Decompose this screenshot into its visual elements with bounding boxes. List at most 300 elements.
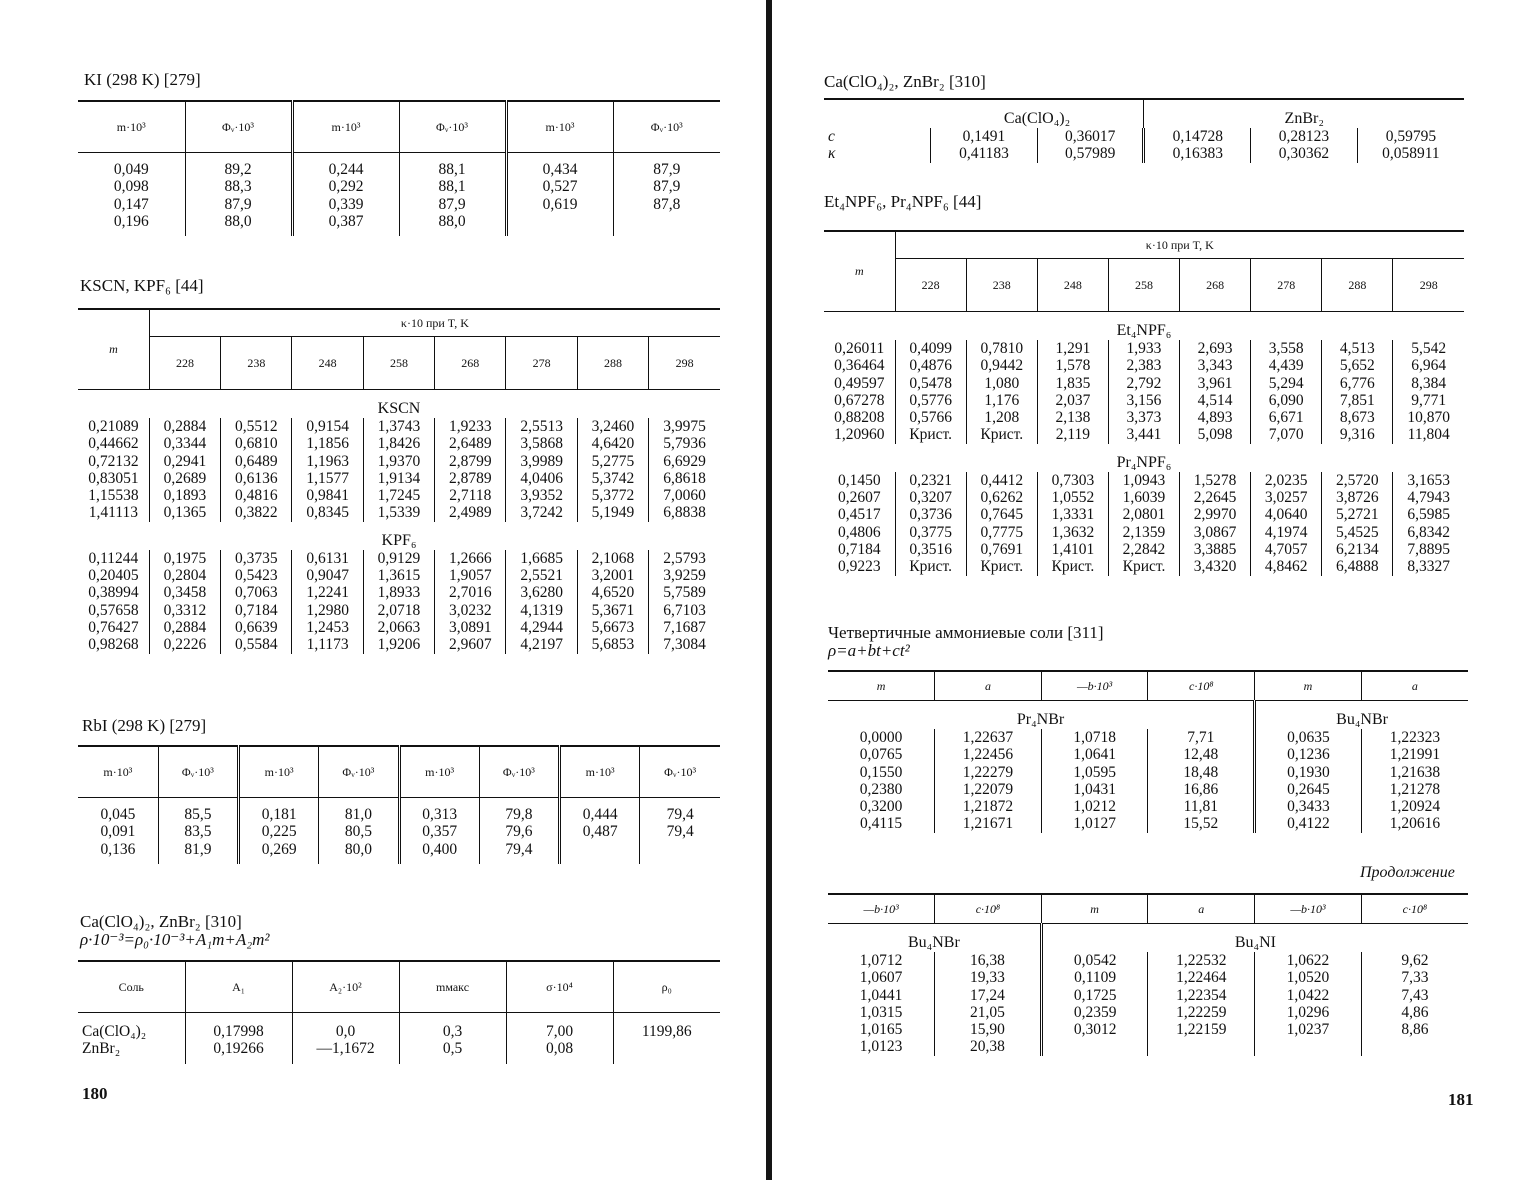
value-column xyxy=(479,798,559,864)
table-body xyxy=(78,1013,720,1064)
table-cell: 0,0635 xyxy=(1255,729,1362,746)
table-row xyxy=(824,128,1464,145)
table-head xyxy=(828,894,1468,924)
table-cell: 87,9 xyxy=(224,195,252,213)
table-cell: 1,176 xyxy=(966,392,1037,409)
table-cell: 0,3775 xyxy=(895,524,966,541)
column-header: m xyxy=(1255,671,1362,701)
table-cell: 0,57658 xyxy=(88,601,139,619)
rbi-table-title: RbI (298 K) [279] xyxy=(82,716,207,735)
table-cell: ZnBr₂ xyxy=(82,1040,121,1058)
column-header: m·10³ xyxy=(103,764,133,779)
table-row xyxy=(824,340,1464,357)
table-cell: 6,5985 xyxy=(1393,506,1464,523)
table-cell: 5,3772 xyxy=(577,487,648,504)
table-cell: 0,3735 xyxy=(221,550,292,567)
table-cell: 0,59795 xyxy=(1357,128,1464,145)
table-cell: 1,21991 xyxy=(1361,746,1468,763)
table-cell: Крист. xyxy=(966,426,1037,443)
table-cell: 0,88208 xyxy=(834,409,885,427)
table-cell: 0,0765 xyxy=(859,746,903,764)
table-cell: 0,244 xyxy=(328,161,364,178)
et4npf6-pr4npf6-table xyxy=(824,230,1464,576)
table-cell: 10,870 xyxy=(1393,409,1464,426)
table-cell: 1,578 xyxy=(1037,357,1108,374)
table-cell: 0,4806 xyxy=(837,523,881,541)
header-row xyxy=(828,671,1468,701)
table-cell: 2,7118 xyxy=(435,487,506,504)
table-cell: 0,38994 xyxy=(88,584,139,602)
table-cell: 2,0663 xyxy=(363,619,434,636)
kscn-kpf6-table xyxy=(78,308,720,654)
table-row xyxy=(78,550,720,567)
table-cell: 80,5 xyxy=(344,823,372,841)
table-row xyxy=(824,145,1464,162)
table-cell: 20,38 xyxy=(935,1038,1042,1055)
table-cell: 2,119 xyxy=(1037,426,1108,443)
table-row xyxy=(824,357,1464,374)
table-cell: 0,2941 xyxy=(149,453,220,470)
table-cell: 0,36464 xyxy=(834,357,885,375)
table-cell: 1,6685 xyxy=(506,550,577,567)
table-cell: 0,1930 xyxy=(1255,764,1362,781)
table-cell: 0,11244 xyxy=(88,549,139,567)
table-cell: 6,2134 xyxy=(1322,541,1393,558)
table-body xyxy=(78,390,720,654)
caclo-conductivity-table xyxy=(824,98,1464,163)
table-cell: Крист. xyxy=(895,558,966,575)
table-cell: 16,38 xyxy=(935,952,1042,969)
table-cell: Ca(ClO₄)₂ xyxy=(82,1023,147,1040)
table-cell: 0,4099 xyxy=(895,340,966,357)
table-row xyxy=(828,764,1468,781)
table-cell: 88,3 xyxy=(224,178,252,196)
table-cell: 0,7184 xyxy=(837,540,881,558)
table-cell: 3,558 xyxy=(1251,340,1322,357)
temperature-header: 278 xyxy=(506,337,577,390)
table-head xyxy=(824,231,1464,312)
table-cell: 1,208 xyxy=(966,409,1037,426)
table-cell: 1,3615 xyxy=(363,567,434,584)
table-cell: 1,1577 xyxy=(292,470,363,487)
table-cell: 4,439 xyxy=(1251,357,1322,374)
table-cell: 6,8838 xyxy=(649,504,720,521)
temperature-header: 248 xyxy=(292,337,363,390)
table-cell: 0,9223 xyxy=(837,558,881,576)
table-cell: 1,291 xyxy=(1037,340,1108,357)
table-cell: 0,1975 xyxy=(149,550,220,567)
column-header: Φᵥ·10³ xyxy=(640,746,720,798)
table-cell: 0,058911 xyxy=(1357,145,1464,162)
table-cell: 1,0237 xyxy=(1255,1021,1362,1038)
caclo-conductivity-title: Ca(ClO₄)₂, ZnBr₂ [310] xyxy=(824,72,986,91)
table-cell: 79,8 xyxy=(505,806,533,823)
table-cell: 0,487 xyxy=(582,823,618,841)
table-cell: 3,1653 xyxy=(1393,472,1464,489)
table-cell: 1,0315 xyxy=(859,1003,903,1021)
table-cell: 0,3822 xyxy=(221,504,292,521)
table-cell: 1,0622 xyxy=(1255,952,1362,969)
table-cell: 0,3200 xyxy=(859,798,903,816)
table-cell: 0,049 xyxy=(113,161,149,178)
table-cell: 1,5278 xyxy=(1180,472,1251,489)
temperature-span-header: κ·10 при T, K xyxy=(895,231,1464,259)
temperature-header: 298 xyxy=(1393,259,1464,312)
table-cell: 0,5 xyxy=(399,1040,506,1063)
table-cell xyxy=(1148,1038,1255,1055)
table-cell: 5,3742 xyxy=(577,470,648,487)
table-cell: 0,045 xyxy=(100,806,136,823)
table-row xyxy=(824,426,1464,443)
book-gutter xyxy=(766,0,772,1180)
table-cell: 12,48 xyxy=(1148,746,1255,763)
column-header: c·10⁸ xyxy=(935,894,1042,924)
table-cell: 1,0127 xyxy=(1041,815,1148,832)
table-cell: 0,83051 xyxy=(88,469,139,487)
column-header: Φᵥ·10³ xyxy=(158,746,238,798)
section-title: Bu₄NBr xyxy=(1255,701,1468,730)
table-cell: 6,671 xyxy=(1251,409,1322,426)
table-cell: 0,1109 xyxy=(1041,969,1148,986)
table-cell: 1,22159 xyxy=(1148,1021,1255,1038)
table-cell: 0,9047 xyxy=(292,567,363,584)
table-cell: 0,9154 xyxy=(292,418,363,435)
table-cell: 1,0123 xyxy=(859,1038,903,1056)
table-cell: 18,48 xyxy=(1148,764,1255,781)
table-cell: 21,05 xyxy=(935,1004,1042,1021)
table-cell: 4,2944 xyxy=(506,619,577,636)
right-page xyxy=(780,0,1537,1180)
table-cell: 1,22259 xyxy=(1148,1004,1255,1021)
table-cell: 0,49597 xyxy=(834,374,885,392)
table-cell xyxy=(1041,1038,1148,1055)
table-row xyxy=(78,153,720,237)
table-cell: 2,2842 xyxy=(1108,541,1179,558)
header-row xyxy=(824,99,1464,128)
table-cell: 2,1068 xyxy=(577,550,648,567)
column-header: —b·10³ xyxy=(863,901,899,916)
table-row xyxy=(828,952,1468,969)
table-cell: 88,1 xyxy=(438,161,466,178)
caclo-density-table xyxy=(78,960,720,1064)
table-cell: 5,542 xyxy=(1393,340,1464,357)
table-row xyxy=(78,567,720,584)
table-row xyxy=(78,470,720,487)
table-cell: 0,6489 xyxy=(221,453,292,470)
section-row xyxy=(78,522,720,550)
table-cell: 7,070 xyxy=(1251,426,1322,443)
table-cell: 0,6639 xyxy=(221,619,292,636)
table-cell: 17,24 xyxy=(935,987,1042,1004)
table-cell: 0,6131 xyxy=(292,550,363,567)
table-cell: 0,339 xyxy=(328,195,364,213)
column-header: m xyxy=(1041,894,1148,924)
table-cell: 0,76427 xyxy=(88,618,139,636)
table-cell: 1,0712 xyxy=(859,952,903,969)
table-cell: 2,9607 xyxy=(435,636,506,653)
table-cell: 1,21278 xyxy=(1361,781,1468,798)
value-column xyxy=(613,153,720,237)
table-cell: 1,22456 xyxy=(935,746,1042,763)
table-cell: 5,6853 xyxy=(577,636,648,653)
temperature-header: 278 xyxy=(1251,259,1322,312)
table-cell: 5,2775 xyxy=(577,453,648,470)
table-cell: 0,30362 xyxy=(1251,145,1358,162)
table-cell: 0,98268 xyxy=(88,636,139,654)
table-cell: 1,080 xyxy=(966,375,1037,392)
table-cell: 1,5339 xyxy=(363,504,434,521)
kscn-table-title: KSCN, KPF₆ [44] xyxy=(80,276,204,295)
table-cell: 8,673 xyxy=(1322,409,1393,426)
table-cell: 3,7242 xyxy=(506,504,577,521)
table-cell: 85,5 xyxy=(184,806,212,823)
table-cell: 0,14728 xyxy=(1144,128,1251,145)
table-row xyxy=(828,815,1468,832)
table-cell: 7,33 xyxy=(1361,969,1468,986)
table-cell: 0,5512 xyxy=(221,418,292,435)
table-cell: 0,1236 xyxy=(1255,746,1362,763)
table-cell: 2,792 xyxy=(1108,375,1179,392)
column-header: m xyxy=(876,678,886,693)
table-cell: 1,22279 xyxy=(935,764,1042,781)
table-cell: 0,4412 xyxy=(966,472,1037,489)
table-cell: 2,6489 xyxy=(435,435,506,452)
table-cell: 0,5776 xyxy=(895,392,966,409)
table-cell: 3,961 xyxy=(1180,375,1251,392)
table-cell: 3,0232 xyxy=(435,602,506,619)
table-cell: 0,3344 xyxy=(149,435,220,452)
table-cell: 0,19266 xyxy=(185,1040,292,1063)
table-row xyxy=(78,504,720,521)
table-cell: 5,7936 xyxy=(649,435,720,452)
table-body xyxy=(78,798,720,864)
table-cell: 5,7589 xyxy=(649,584,720,601)
table-cell: 1,933 xyxy=(1108,340,1179,357)
table-row xyxy=(78,435,720,452)
table-cell: 0,1550 xyxy=(859,763,903,781)
table-cell: 0,08 xyxy=(506,1040,613,1063)
page-number-left: 180 xyxy=(82,1084,108,1103)
table-cell: 5,294 xyxy=(1251,375,1322,392)
table-cell: 0,357 xyxy=(422,823,458,841)
table-cell: 80,0 xyxy=(344,840,372,858)
temperature-span-header: κ·10 при T, K xyxy=(149,309,720,337)
table-cell: 1,0595 xyxy=(1041,764,1148,781)
header-row xyxy=(78,961,720,1013)
table-cell: 2,2645 xyxy=(1180,489,1251,506)
table-body xyxy=(828,924,1468,1056)
section-title: KSCN xyxy=(377,400,421,417)
header-row xyxy=(78,337,720,390)
column-header: c·10⁸ xyxy=(1361,894,1468,924)
table-cell: 0,57989 xyxy=(1037,145,1144,162)
table-cell: 1,0943 xyxy=(1108,472,1179,489)
table-cell: 2,138 xyxy=(1037,409,1108,426)
table-cell: 0,2884 xyxy=(149,619,220,636)
table-cell: 8,86 xyxy=(1361,1021,1468,1038)
table-cell: 2,0235 xyxy=(1251,472,1322,489)
table-cell: 0,9841 xyxy=(292,487,363,504)
table-cell: 1,2241 xyxy=(292,584,363,601)
table-cell: 1,22323 xyxy=(1361,729,1468,746)
table-cell: 0,0 xyxy=(292,1013,399,1041)
table-cell: 1,0552 xyxy=(1037,489,1108,506)
table-cell: 0,2359 xyxy=(1041,1004,1148,1021)
table-body xyxy=(824,312,1464,576)
table-cell: 1,15538 xyxy=(88,487,139,505)
table-row xyxy=(828,1021,1468,1038)
table-cell: 2,383 xyxy=(1108,357,1179,374)
table-cell: 9,771 xyxy=(1393,392,1464,409)
table-cell: 4,514 xyxy=(1180,392,1251,409)
table-cell: 3,3885 xyxy=(1180,541,1251,558)
table-row xyxy=(78,602,720,619)
table-cell: 0,3312 xyxy=(149,602,220,619)
table-cell: 0,387 xyxy=(328,212,364,230)
table-cell: 3,441 xyxy=(1108,426,1179,443)
table-cell: 1,0296 xyxy=(1255,1004,1362,1021)
quat-formula: ρ=a+bt+ct² xyxy=(828,641,910,660)
table-cell: 0,7691 xyxy=(966,541,1037,558)
table-cell: 5,3671 xyxy=(577,602,648,619)
table-cell: 1,2453 xyxy=(292,619,363,636)
table-cell: 3,0867 xyxy=(1180,524,1251,541)
value-column xyxy=(78,153,185,237)
table-cell: 4,513 xyxy=(1322,340,1393,357)
table-cell: 0,6810 xyxy=(221,435,292,452)
table-cell: 87,9 xyxy=(438,195,466,213)
table-row xyxy=(824,506,1464,523)
table-cell: 3,9259 xyxy=(649,567,720,584)
temperature-header: 268 xyxy=(1180,259,1251,312)
et4-table-title: Et₄NPF₆, Pr₄NPF₆ [44] xyxy=(824,192,982,211)
table-cell: 1,0520 xyxy=(1255,969,1362,986)
value-column xyxy=(158,798,238,864)
section-row xyxy=(824,312,1464,341)
table-cell: 2,8789 xyxy=(435,470,506,487)
table-cell: 4,893 xyxy=(1180,409,1251,426)
table-cell: 2,0718 xyxy=(363,602,434,619)
table-cell: 3,9352 xyxy=(506,487,577,504)
table-cell: 1,20924 xyxy=(1361,798,1468,815)
table-cell: 6,776 xyxy=(1322,375,1393,392)
temperature-header: 238 xyxy=(221,337,292,390)
table-cell: 1,22464 xyxy=(1148,969,1255,986)
header-row xyxy=(824,231,1464,259)
column-header: ρ₀ xyxy=(613,961,720,1013)
table-cell: 0,3207 xyxy=(895,489,966,506)
temperature-header: 298 xyxy=(649,337,720,390)
table-cell: 0,2380 xyxy=(859,780,903,798)
table-row xyxy=(78,487,720,504)
table-cell: 0,2321 xyxy=(895,472,966,489)
table-cell: 1,9370 xyxy=(363,453,434,470)
quat-table-title: Четвертичные аммониевые соли [311] xyxy=(828,623,1104,642)
table-cell: 3,4320 xyxy=(1180,558,1251,575)
table-cell: 0,196 xyxy=(113,212,149,230)
temperature-header: 288 xyxy=(1322,259,1393,312)
table-cell: 1,0165 xyxy=(859,1021,903,1039)
column-header: Φᵥ·10³ xyxy=(613,101,720,153)
table-cell: 15,52 xyxy=(1148,815,1255,832)
table-cell: 0,313 xyxy=(422,806,458,823)
table-cell: 3,373 xyxy=(1108,409,1179,426)
table-cell: 0,20405 xyxy=(88,567,139,585)
table-cell: 4,0406 xyxy=(506,470,577,487)
table-cell: 0,400 xyxy=(422,840,458,858)
table-cell: 1,21671 xyxy=(935,815,1042,832)
table-cell: 4,8462 xyxy=(1251,558,1322,575)
table-row xyxy=(828,798,1468,815)
table-cell: 1,1173 xyxy=(292,636,363,653)
table-cell: 0,21089 xyxy=(88,418,139,435)
table-cell: 3,9975 xyxy=(649,418,720,435)
table-cell: 1,2980 xyxy=(292,602,363,619)
table-cell: 3,156 xyxy=(1108,392,1179,409)
table-cell: 3,0257 xyxy=(1251,489,1322,506)
table-cell: 1,4101 xyxy=(1037,541,1108,558)
table-cell: 3,2460 xyxy=(577,418,648,435)
table-cell: 1,21638 xyxy=(1361,764,1468,781)
caclo-density-formula: ρ·10⁻³=ρ₀·10⁻³+A₁m+A₂m² xyxy=(80,930,270,949)
table-head xyxy=(828,671,1468,701)
table-cell: 1,0641 xyxy=(1041,746,1148,763)
table-cell: 2,4989 xyxy=(435,504,506,521)
section-row xyxy=(824,444,1464,472)
table-cell: 88,0 xyxy=(224,212,252,230)
table-cell: 0,091 xyxy=(100,823,136,841)
column-header: A₁ xyxy=(185,961,292,1013)
temperature-header: 248 xyxy=(1037,259,1108,312)
table-body xyxy=(78,153,720,237)
table-head xyxy=(824,99,1464,128)
table-cell: 1,8933 xyxy=(363,584,434,601)
table-cell: 88,1 xyxy=(438,178,466,196)
table-cell: 1,22354 xyxy=(1148,987,1255,1004)
table-cell: 1,835 xyxy=(1037,375,1108,392)
section-row xyxy=(828,924,1468,953)
ki-table xyxy=(78,100,720,236)
table-row xyxy=(824,409,1464,426)
quat-ammonium-table xyxy=(828,670,1468,833)
table-cell: 0,7810 xyxy=(966,340,1037,357)
column-header: m·10³ xyxy=(292,101,399,153)
table-cell: 1,0422 xyxy=(1255,987,1362,1004)
column-header-m: m xyxy=(78,309,149,390)
table-cell: 0,36017 xyxy=(1037,128,1144,145)
header-row xyxy=(78,309,720,337)
table-head xyxy=(78,309,720,390)
table-cell: 4,0640 xyxy=(1251,506,1322,523)
table-cell: 3,5868 xyxy=(506,435,577,452)
table-row xyxy=(78,798,720,864)
table-cell: 2,5720 xyxy=(1322,472,1393,489)
table-cell: 0,181 xyxy=(261,806,297,823)
table-cell: 6,090 xyxy=(1251,392,1322,409)
table-cell: 0,269 xyxy=(261,840,297,858)
table-cell: 5,098 xyxy=(1180,426,1251,443)
header-row xyxy=(824,259,1464,312)
column-header: σ·10⁴ xyxy=(506,961,613,1013)
table-cell: 0,4517 xyxy=(837,506,881,524)
table-cell: 0,098 xyxy=(113,178,149,196)
table-row xyxy=(78,453,720,470)
table-cell: 3,343 xyxy=(1180,357,1251,374)
column-header: Φᵥ·10³ xyxy=(399,101,506,153)
column-header: A₂·10² xyxy=(292,961,399,1013)
table-cell: 0,2884 xyxy=(149,418,220,435)
table-cell: 0,136 xyxy=(100,840,136,858)
